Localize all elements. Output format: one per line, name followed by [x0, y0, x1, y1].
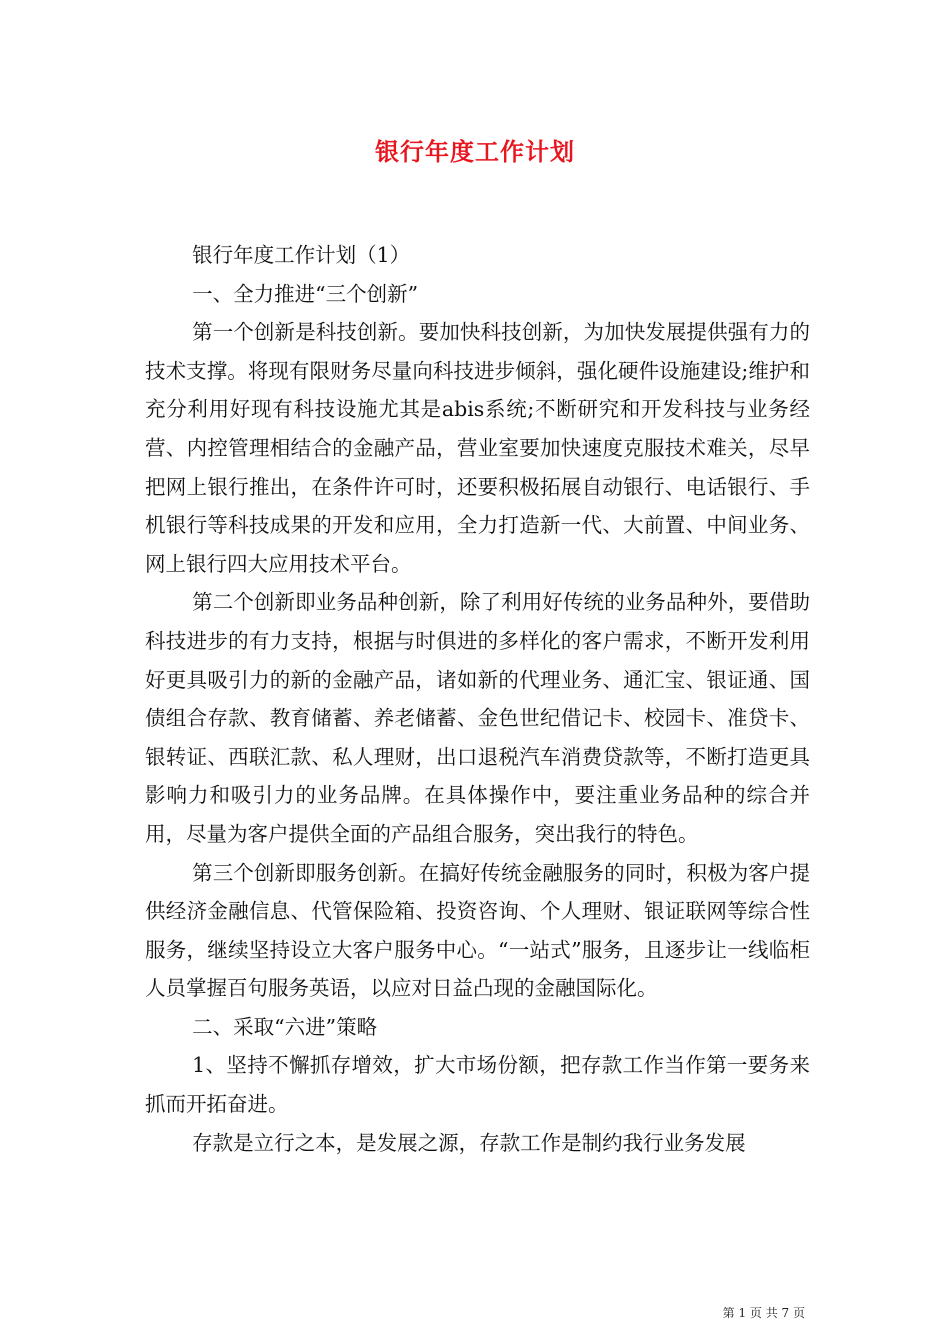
- section-heading-innovation: 一、全力推进“三个创新”: [192, 281, 419, 306]
- page-title: 银行年度工作计划: [375, 137, 575, 166]
- page-number: 第 1 页 共 7 页: [722, 1306, 805, 1320]
- document-body: [145, 236, 810, 1162]
- paragraph-service-innovation: 第三个创新即服务创新。在搞好传统金融服务的同时，积极为客户提供经济金融信息、代管保险箱、投资咨询、个人理财、银证联网等综合性服务，继续坚持设立大客户服务中心。“一站式”服务，且逐步让一线临柜人员掌握百句服务英语，以应对日益凸现的金融国际化。: [145, 860, 810, 1001]
- section-heading-plan: 银行年度工作计划（1）: [192, 243, 411, 267]
- paragraph-tech-innovation: 第一个创新是科技创新。要加快科技创新，为加快发展提供强有力的技术支撑。将现有限财务尽量向科技进步倾斜，强化硬件设施建设;维护和充分利用好现有科技设施尤其是abis系统;不断研究和开发科技与业务经营、内控管理相结合的金融产品，营业室要加快速度克服技术难关，尽早把网上银行推出，在条件许可时，还要积极拓展自动银行、电话银行、手机银行等科技成果的开发和应用，全力打造新一代、大前置、中间业务、网上银行四大应用技术平台。: [145, 320, 810, 576]
- paragraph-deposit-point: 1、坚持不懈抓存增效，扩大市场份额，把存款工作当作第一要务来抓而开拓奋进。: [145, 1053, 810, 1117]
- section-heading-strategy: 二、采取“六进”策略: [192, 1014, 378, 1039]
- paragraph-deposit-detail: 存款是立行之本，是发展之源，存款工作是制约我行业务发展: [192, 1130, 746, 1155]
- paragraph-product-innovation: 第二个创新即业务品种创新，除了利用好传统的业务品种外，要借助科技进步的有力支持，根据与时俱进的多样化的客户需求，不断开发利用好更具吸引力的新的金融产品，诸如新的代理业务、通汇宝、银证通、国债组合存款、教育储蓄、养老储蓄、金色世纪借记卡、校园卡、准贷卡、银转证、西联汇款、私人理财，出口退税汽车消费贷款等，不断打造更具影响力和吸引力的业务品牌。在具体操作中，要注重业务品种的综合并用，尽量为客户提供全面的产品组合服务，突出我行的特色。: [145, 590, 810, 846]
